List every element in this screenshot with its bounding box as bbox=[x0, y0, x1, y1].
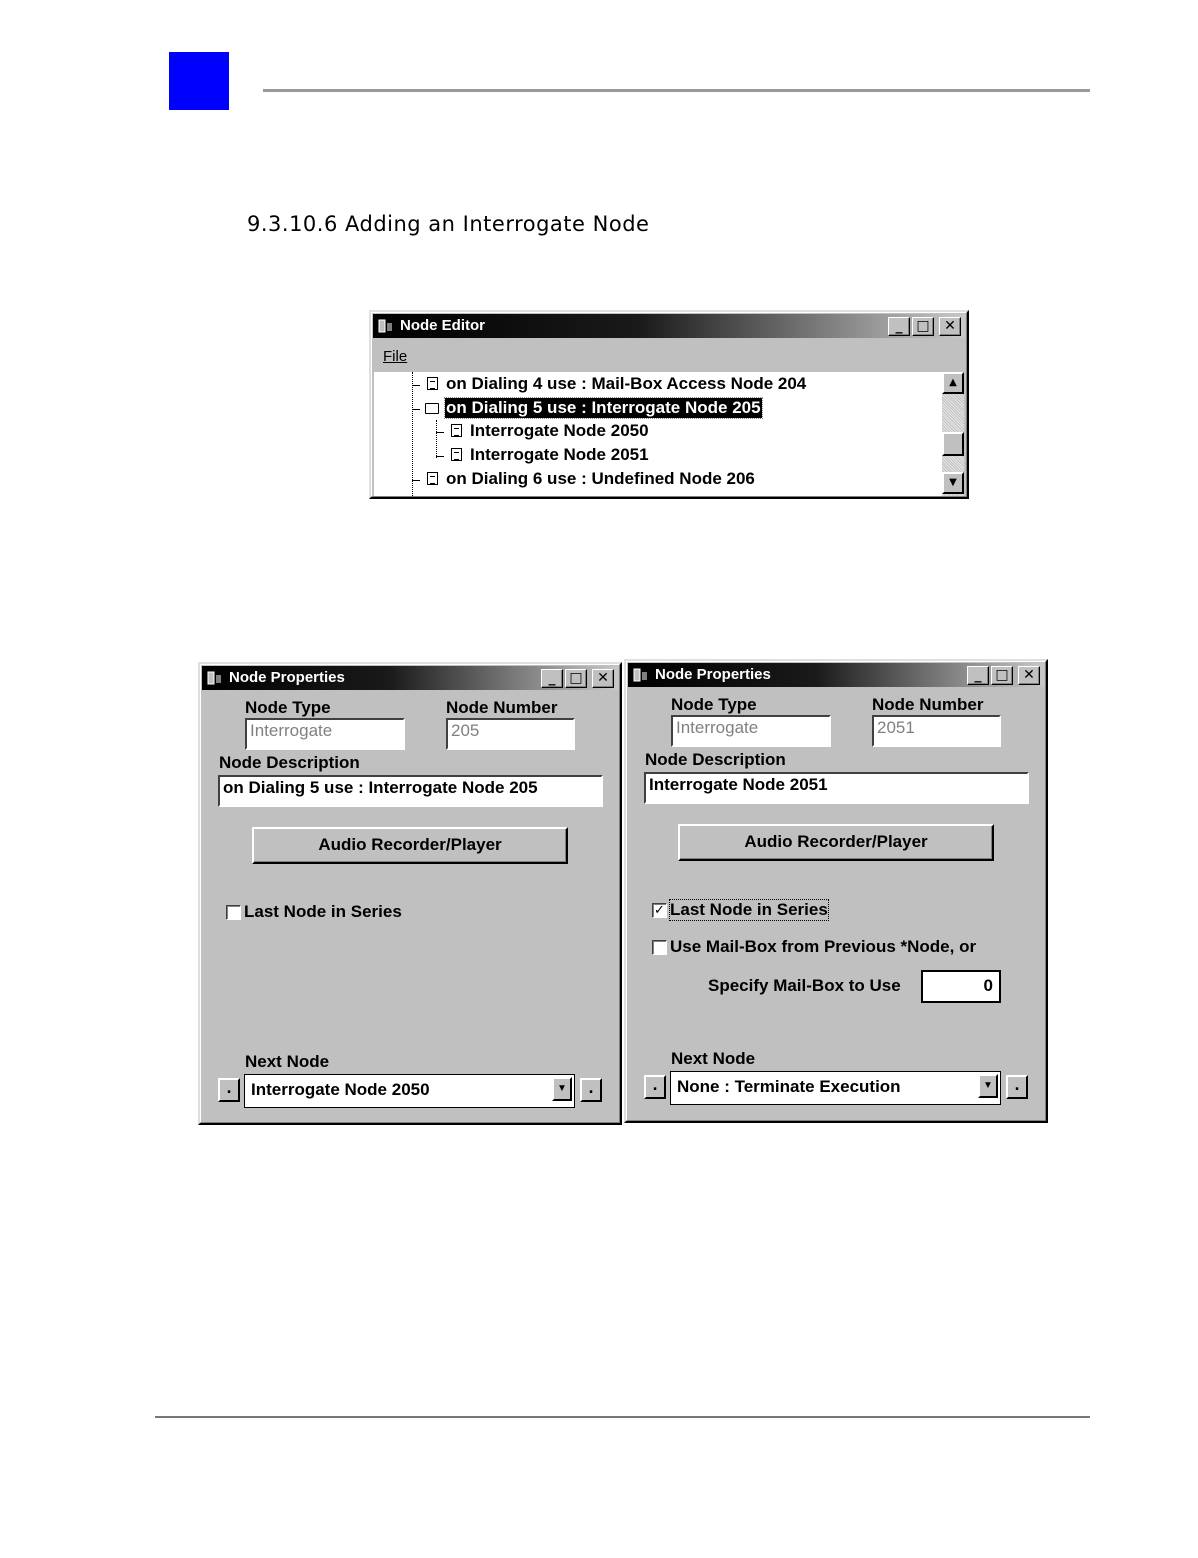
use-mailbox-label[interactable]: Use Mail-Box from Previous *Node, or bbox=[670, 937, 977, 956]
audio-recorder-button[interactable]: Audio Recorder/Player bbox=[678, 824, 994, 861]
node-description-input[interactable]: on Dialing 5 use : Interrogate Node 205 bbox=[218, 775, 603, 807]
dropdown-arrow-icon[interactable]: ▼ bbox=[552, 1077, 572, 1101]
menu-file[interactable]: File bbox=[383, 348, 408, 365]
scroll-down-icon[interactable]: ▼ bbox=[942, 472, 964, 494]
node-type-field: Interrogate bbox=[245, 718, 405, 750]
minimize-icon[interactable]: _ bbox=[888, 317, 910, 336]
node-editor-titlebar[interactable] bbox=[373, 314, 965, 338]
next-node-select[interactable] bbox=[670, 1071, 1001, 1105]
next-node-go-button[interactable]: . bbox=[1006, 1075, 1028, 1099]
close-icon[interactable]: ✕ bbox=[1018, 666, 1040, 685]
tree-item[interactable]: Interrogate Node 2051 bbox=[470, 445, 649, 464]
tree-item[interactable]: on Dialing 4 use : Mail-Box Access Node 204 bbox=[446, 374, 807, 393]
document-icon bbox=[427, 377, 438, 390]
node-number-field: 2051 bbox=[872, 715, 1001, 747]
node-description-label: Node Description bbox=[645, 750, 786, 769]
specify-mailbox-input[interactable] bbox=[921, 970, 1001, 1003]
tree-item[interactable]: on Dialing 6 use : Undefined Node 206 bbox=[446, 469, 755, 488]
header-rule bbox=[263, 89, 1090, 92]
section-heading: 9.3.10.6 Adding an Interrogate Node bbox=[247, 212, 650, 236]
phone-app-icon bbox=[632, 666, 650, 684]
document-icon bbox=[451, 448, 462, 461]
node-tree bbox=[374, 372, 944, 496]
close-icon[interactable]: ✕ bbox=[939, 317, 961, 336]
properties-title: Node Properties bbox=[655, 666, 771, 683]
scroll-up-icon[interactable]: ▲ bbox=[942, 372, 964, 394]
document-icon bbox=[451, 424, 462, 437]
properties-titlebar[interactable] bbox=[202, 666, 618, 690]
node-description-input[interactable]: Interrogate Node 2051 bbox=[644, 772, 1029, 804]
properties-titlebar[interactable] bbox=[628, 663, 1044, 687]
node-type-label: Node Type bbox=[671, 695, 757, 714]
tree-item-selected[interactable]: on Dialing 5 use : Interrogate Node 205 bbox=[446, 398, 761, 417]
maximize-icon[interactable]: □ bbox=[565, 669, 587, 688]
node-number-label: Node Number bbox=[446, 698, 558, 717]
chapter-marker bbox=[169, 52, 229, 110]
tree-item[interactable]: Interrogate Node 2050 bbox=[470, 421, 649, 440]
use-mailbox-checkbox[interactable] bbox=[652, 940, 667, 955]
document-icon bbox=[427, 472, 438, 485]
minimize-icon[interactable]: _ bbox=[541, 669, 563, 688]
properties-title: Node Properties bbox=[229, 669, 345, 686]
close-icon[interactable]: ✕ bbox=[592, 669, 614, 688]
last-node-checkbox[interactable] bbox=[226, 905, 241, 920]
last-node-label[interactable]: Last Node in Series bbox=[244, 902, 402, 921]
dropdown-arrow-icon[interactable]: ▼ bbox=[978, 1074, 998, 1098]
minimize-icon[interactable]: _ bbox=[967, 666, 989, 685]
specify-mailbox-value: 0 bbox=[983, 976, 993, 995]
vertical-scrollbar[interactable] bbox=[942, 372, 964, 496]
next-node-value: None : Terminate Execution bbox=[677, 1077, 901, 1096]
node-type-label: Node Type bbox=[245, 698, 331, 717]
phone-app-icon bbox=[377, 317, 395, 335]
last-node-label[interactable]: Last Node in Series bbox=[670, 900, 828, 919]
maximize-icon[interactable]: □ bbox=[912, 317, 934, 336]
node-properties-window-right bbox=[624, 659, 1048, 1123]
node-editor-title: Node Editor bbox=[400, 317, 485, 334]
next-node-label: Next Node bbox=[245, 1052, 330, 1071]
node-editor-window bbox=[369, 310, 969, 499]
open-folder-icon bbox=[425, 403, 439, 414]
node-number-label: Node Number bbox=[872, 695, 984, 714]
scroll-thumb[interactable] bbox=[942, 432, 964, 456]
node-type-field: Interrogate bbox=[671, 715, 831, 747]
next-node-label: Next Node bbox=[671, 1049, 756, 1068]
next-node-select[interactable] bbox=[244, 1074, 575, 1108]
maximize-icon[interactable]: □ bbox=[991, 666, 1013, 685]
footer-rule bbox=[155, 1416, 1090, 1418]
next-node-prev-button[interactable]: . bbox=[218, 1078, 240, 1102]
phone-app-icon bbox=[206, 669, 224, 687]
next-node-value: Interrogate Node 2050 bbox=[251, 1080, 430, 1099]
node-number-field: 205 bbox=[446, 718, 575, 750]
next-node-go-button[interactable]: . bbox=[580, 1078, 602, 1102]
last-node-checkbox[interactable]: ✓ bbox=[652, 903, 667, 918]
next-node-prev-button[interactable]: . bbox=[644, 1075, 666, 1099]
node-description-label: Node Description bbox=[219, 753, 360, 772]
specify-mailbox-label: Specify Mail-Box to Use bbox=[708, 976, 901, 995]
node-properties-window-left bbox=[198, 662, 622, 1125]
audio-recorder-button[interactable]: Audio Recorder/Player bbox=[252, 827, 568, 864]
